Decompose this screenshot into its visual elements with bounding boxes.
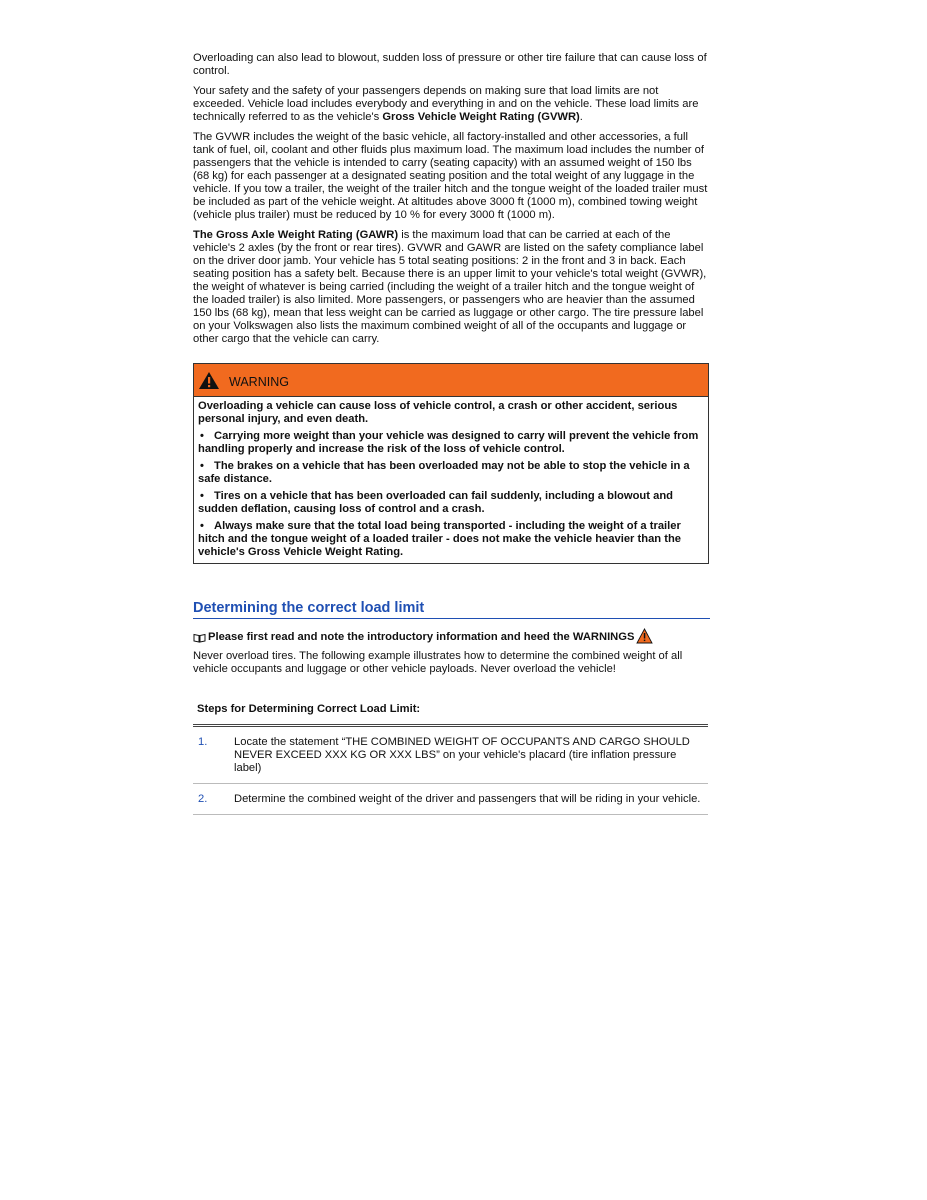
read-first-note-text: Please first read and note the introductory information and heed the WARNINGS [208,631,635,643]
page-content [193,52,710,815]
step-row [193,784,708,815]
warning-item [198,460,704,486]
paragraph-safety-end: . [579,111,583,123]
paragraph-safety-text: Your safety and the safety of your passengers depends on making sure that load limits are not exceeded. Vehicle load includes everybody and everything in and on the vehicle. These load limits are technically referred to as the vehicle's [193,85,699,123]
gvwr-term: Gross Vehicle Weight Rating (GVWR) [382,111,580,123]
warning-intro: Overloading a vehicle can cause loss of vehicle control, a crash or other accident, serious personal injury, and even death. [198,400,678,425]
warning-item-text: Carrying more weight than your vehicle was designed to carry will prevent the vehicle from handling properly and increase the risk of the loss of vehicle control. [198,430,699,455]
step-row [193,727,708,784]
warning-item-text: Always make sure that the total load being transported - including the weight of a trailer hitch and the tongue weight of a loaded trailer - does not make the vehicle heavier than the vehicle's Gross Vehicle Weight Rating. [198,520,682,558]
paragraph-gawr-text: is the maximum load that can be carried at each of the vehicle's 2 axles (by the front or rear tires). GVWR and GAWR are listed on the safety compliance label on the driver door jamb. Your vehicle has 5 total seating positions: 2 in the front and 3 in back. Each seating position has a safety belt. Because there is an upper limit to your vehicle's total weight (GVWR), the weight of whatever is being carried (including the weight of a trailer hitch and the tongue weight of the loaded trailer) is also limited. More passengers, or passengers who are heavier than the assumed 150 lbs (68 kg), mean that less weight can be carried as luggage or other cargo. The tire pressure label on your Volkswagen also lists the maximum combined weight of all of the occupants and luggage or other cargo that the vehicle can carry. [193,229,707,345]
warning-header [194,364,708,397]
book-icon [193,633,206,643]
warning-box [193,363,709,564]
gawr-term: The Gross Axle Weight Rating (GAWR) [193,229,399,241]
step-number: 1. [198,736,208,748]
warning-item-text: Tires on a vehicle that has been overloaded can fail suddenly, including a blowout and sudden deflation, causing loss of control and a crash. [198,490,673,515]
warning-item [198,520,704,559]
bullet: • [200,490,204,502]
bullet: • [200,520,204,532]
paragraph-safety [193,85,710,124]
paragraph-overloading: Overloading can also lead to blowout, sudden loss of pressure or other tire failure that can cause loss of control. [193,52,707,77]
warning-item [198,430,704,456]
section-intro: Never overload tires. The following example illustrates how to determine the combined weight of all vehicle occupants and luggage or other vehicle payloads. Never overload the vehicle! [193,650,683,675]
warning-title: WARNING [229,374,289,389]
warning-triangle-icon [198,371,220,390]
warning-triangle-icon[interactable] [636,628,653,644]
paragraph-gawr [193,229,710,346]
bullet: • [200,460,204,472]
step-number: 2. [198,793,208,805]
steps-title: Steps for Determining Correct Load Limit: [197,703,421,715]
paragraph-gvwr: The GVWR includes the weight of the basic vehicle, all factory-installed and other accessories, a full tank of fuel, oil, coolant and other fluids plus maximum load. The maximum load includes the number of passengers that the vehicle is intended to carry (seating capacity) with an assumed weight of 150 lbs (68 kg) for each passenger at a designated seating position and the total weight of any luggage in the vehicle. If you tow a trailer, the weight of the trailer hitch and the tongue weight of the loaded trailer must be included as part of the vehicle weight. At altitudes above 3000 ft (1000 m), combined towing weight (vehicle plus trailer) must be reduced by 10 % for every 3000 ft (1000 m). [193,131,708,221]
warning-item-text: The brakes on a vehicle that has been overloaded may not be able to stop the vehicle in a safe distance. [198,460,690,485]
warning-body [194,397,708,559]
warning-item [198,490,704,516]
section-title: Determining the correct load limit [193,602,710,619]
step-text: Determine the combined weight of the driver and passengers that will be riding in your vehicle. [234,793,701,805]
read-first-note [193,631,710,644]
bullet: • [200,430,204,442]
step-text: Locate the statement “THE COMBINED WEIGHT OF OCCUPANTS AND CARGO SHOULD NEVER EXCEED XXX KG OR XXX LBS” on your vehicle's placard (tire inflation pressure label) [234,736,690,774]
